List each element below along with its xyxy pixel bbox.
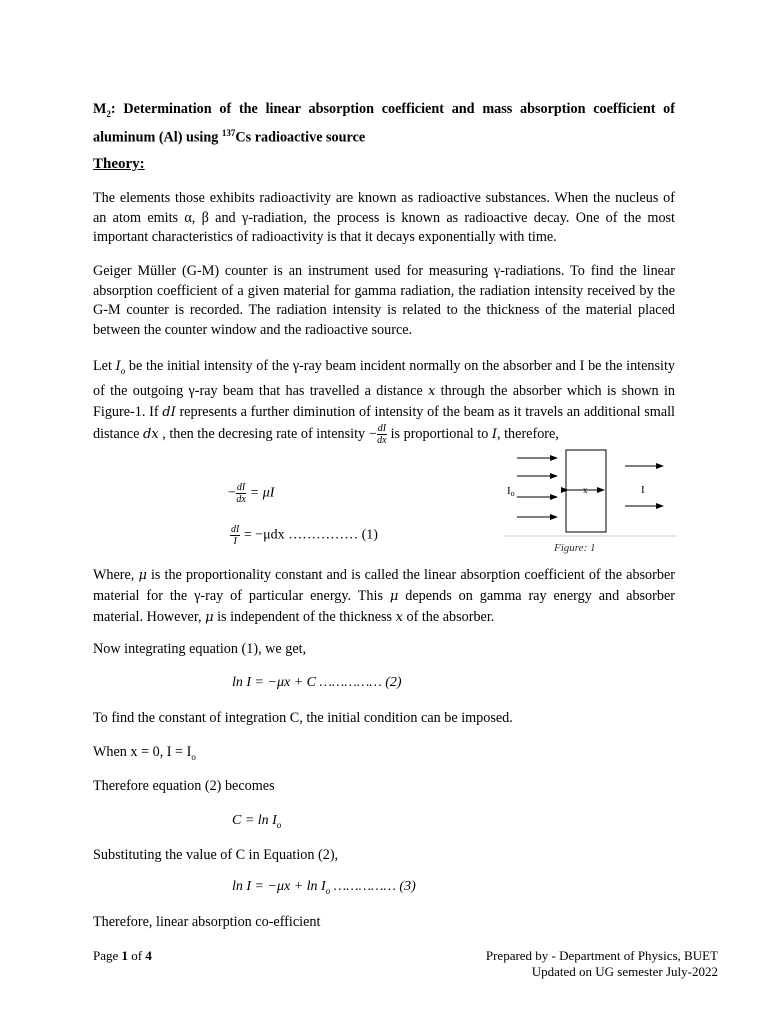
figure-io-label: Io — [507, 485, 515, 498]
figure-i-label: I — [641, 484, 645, 496]
figure-1-diagram — [505, 448, 677, 558]
paragraph-linear-coefficient: Therefore, linear absorption co-efficient — [93, 914, 321, 930]
footer-page-number: Page 1 of 4 — [93, 948, 152, 963]
paragraph-radioactivity: The elements those exhibits radioactivity are known as radioactive substances. When the nucleus of an atom emits α, β and γ-radiation, the process is known as radioactive decay. One of the most important characteristics of radioactivity is that it decays exponentially with time. — [93, 190, 675, 245]
paragraph-integrating: Now integrating equation (1), we get, — [93, 641, 307, 657]
footer-credits — [486, 948, 718, 980]
equation-c: $C = \ln I_o$ — [232, 813, 282, 830]
equation-rate: − $\frac{dI}{dx}$ = μI — [228, 482, 275, 505]
paragraph-constant: To find the constant of integration C, the initial condition can be imposed. — [93, 710, 513, 726]
equation-1: $\frac{dI}{I}$ = −μdx …………… (1) — [231, 524, 378, 547]
paragraph-initial-condition: When x = 0, $I = I_o$ — [93, 744, 196, 762]
footer-prepared: Prepared by - Department of Physics, BUET — [485, 948, 718, 963]
paragraph-mu-definition: Where, μ is the proportionality constant and is called the linear absorption coefficient of the absorber material for the γ-ray of particular energy. This μ depends on gamma ray energy and absorber material. However, μ is independent of the thickness x of the absorber. — [93, 567, 675, 625]
footer-updated: Updated on UG semester July-2022 — [531, 964, 718, 979]
theory-heading: Theory: — [93, 156, 145, 172]
paragraph-intensity: Let $I_o$ be the initial intensity of the γ-ray beam incident normally on the absorber and I be the intensity of the outgoing γ-ray beam that has travelled a distance x through the absorber which is shown in Figure-1. If dI represents a further diminution of intensity of the beam as it travels an additional small distance dx , then the decresing rate of intensity − $\frac{dI}{dx}$ is proportional to I, therefore, — [93, 358, 676, 446]
figure-caption: Figure: 1 — [554, 542, 596, 554]
paragraph-gm-counter: Geiger Müller (G-M) counter is an instrument used for measuring γ-radiations. To find the linear absorption coefficient of a given material for gamma radiation, the radiation intensity received by the G-M counter is recorded. The radiation intensity is related to the thickness of the material placed between the counter window and the radioactive source. — [93, 263, 675, 338]
equation-2: ln I = −μx + C …………… (2) — [232, 675, 402, 690]
figure-x-label: x — [583, 485, 588, 495]
paragraph-equation-becomes: Therefore equation (2) becomes — [93, 778, 275, 794]
paragraph-substituting: Substituting the value of C in Equation (2), — [93, 847, 339, 863]
page-title: $M_2$: Determination of the linear absorption coefficient and mass absorption coefficient of aluminum (Al) using $^{137}$Cs radioactive source — [93, 101, 675, 147]
equation-3: $\ln I = -\mu x + \ln I_o$ …………… (3) — [232, 879, 416, 896]
